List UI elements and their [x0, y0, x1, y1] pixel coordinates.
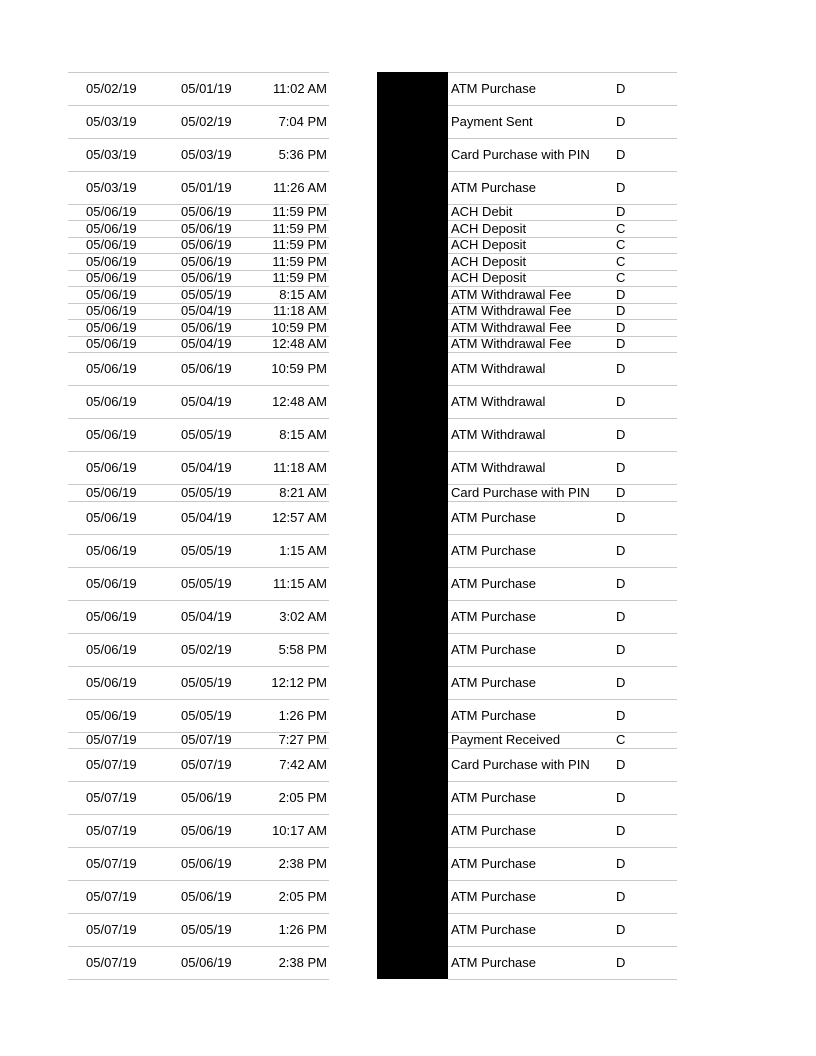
row-divider [68, 979, 329, 980]
transaction-time: 11:59 PM [272, 237, 327, 252]
transaction-time: 1:15 AM [279, 543, 327, 558]
transaction-date: 05/06/19 [181, 320, 232, 335]
redaction-block [377, 72, 448, 979]
transaction-description: ACH Deposit [451, 221, 527, 236]
transaction-description: ATM Purchase [451, 708, 537, 723]
transaction-date: 05/06/19 [181, 204, 232, 219]
row-divider [448, 748, 677, 749]
transaction-time: 1:26 PM [278, 922, 327, 937]
transaction-date: 05/07/19 [181, 732, 232, 747]
transaction-date: 05/05/19 [181, 675, 232, 690]
transaction-time: 10:59 PM [271, 361, 327, 376]
row-divider [448, 72, 677, 73]
row-divider [68, 748, 329, 749]
transaction-time: 2:38 PM [278, 955, 327, 970]
transaction-description: ATM Withdrawal [451, 460, 546, 475]
transaction-type: D [616, 576, 626, 591]
row-divider [448, 880, 677, 881]
transaction-type: C [616, 221, 626, 236]
row-divider [448, 666, 677, 667]
transaction-date: 05/06/19 [181, 270, 232, 285]
row-divider [448, 633, 677, 634]
transaction-type: D [616, 320, 626, 335]
transaction-time: 8:21 AM [279, 485, 327, 500]
transaction-type: D [616, 485, 626, 500]
transaction-date: 05/01/19 [181, 180, 232, 195]
posted-date: 05/06/19 [86, 320, 137, 335]
posted-date: 05/02/19 [86, 81, 137, 96]
transaction-time: 11:15 AM [273, 576, 327, 591]
transaction-date: 05/07/19 [181, 757, 232, 772]
transaction-date: 05/05/19 [181, 485, 232, 500]
transaction-type: D [616, 823, 626, 838]
transaction-type: D [616, 889, 626, 904]
transaction-time: 11:59 PM [272, 221, 327, 236]
row-divider [68, 666, 329, 667]
transaction-description: ATM Purchase [451, 675, 537, 690]
posted-date: 05/07/19 [86, 922, 137, 937]
transaction-type: D [616, 922, 626, 937]
row-divider [68, 138, 329, 139]
transaction-type: C [616, 254, 626, 269]
posted-date: 05/07/19 [86, 955, 137, 970]
row-divider [68, 418, 329, 419]
row-divider [68, 814, 329, 815]
transaction-time: 8:15 AM [279, 287, 327, 302]
row-divider [68, 171, 329, 172]
transaction-time: 7:04 PM [278, 114, 327, 129]
row-divider [68, 72, 329, 73]
posted-date: 05/06/19 [86, 576, 137, 591]
transaction-description: ATM Purchase [451, 790, 537, 805]
row-divider [448, 913, 677, 914]
posted-date: 05/06/19 [86, 642, 137, 657]
transaction-type: D [616, 81, 626, 96]
posted-date: 05/06/19 [86, 394, 137, 409]
transaction-description: ATM Purchase [451, 922, 537, 937]
row-divider [448, 501, 677, 502]
transaction-date: 05/06/19 [181, 254, 232, 269]
transaction-date: 05/05/19 [181, 922, 232, 937]
transaction-description: ATM Purchase [451, 81, 537, 96]
posted-date: 05/07/19 [86, 856, 137, 871]
transaction-description: Card Purchase with PIN [451, 757, 590, 772]
row-divider [68, 501, 329, 502]
transaction-type: D [616, 856, 626, 871]
row-divider [448, 814, 677, 815]
transaction-date: 05/04/19 [181, 303, 232, 318]
transaction-date: 05/04/19 [181, 609, 232, 624]
transaction-date: 05/05/19 [181, 708, 232, 723]
row-divider [68, 781, 329, 782]
transaction-description: Card Purchase with PIN [451, 485, 590, 500]
transaction-time: 8:15 AM [279, 427, 327, 442]
transaction-description: ACH Deposit [451, 270, 527, 285]
posted-date: 05/07/19 [86, 732, 137, 747]
transaction-date: 05/05/19 [181, 576, 232, 591]
transaction-description: ATM Purchase [451, 609, 537, 624]
transaction-time: 7:27 PM [278, 732, 327, 747]
row-divider [68, 385, 329, 386]
transaction-date: 05/06/19 [181, 790, 232, 805]
transaction-description: ATM Purchase [451, 543, 537, 558]
transaction-time: 7:42 AM [279, 757, 327, 772]
transaction-type: D [616, 303, 626, 318]
posted-date: 05/06/19 [86, 609, 137, 624]
transaction-date: 05/04/19 [181, 460, 232, 475]
posted-date: 05/03/19 [86, 114, 137, 129]
posted-date: 05/06/19 [86, 675, 137, 690]
posted-date: 05/06/19 [86, 485, 137, 500]
posted-date: 05/07/19 [86, 790, 137, 805]
transaction-date: 05/05/19 [181, 543, 232, 558]
transaction-time: 2:05 PM [278, 790, 327, 805]
row-divider [68, 451, 329, 452]
transaction-type: C [616, 732, 626, 747]
row-divider [448, 567, 677, 568]
transaction-time: 11:26 AM [273, 180, 327, 195]
transaction-type: D [616, 361, 626, 376]
transaction-time: 10:59 PM [271, 320, 327, 335]
transaction-date: 05/06/19 [181, 361, 232, 376]
transaction-date: 05/06/19 [181, 823, 232, 838]
transaction-time: 10:17 AM [272, 823, 327, 838]
transaction-time: 11:02 AM [273, 81, 327, 96]
transaction-type: D [616, 757, 626, 772]
posted-date: 05/06/19 [86, 510, 137, 525]
posted-date: 05/03/19 [86, 147, 137, 162]
transaction-type: D [616, 147, 626, 162]
row-divider [448, 171, 677, 172]
transaction-description: ATM Purchase [451, 510, 537, 525]
row-divider [448, 781, 677, 782]
transaction-description: ATM Purchase [451, 889, 537, 904]
transaction-date: 05/01/19 [181, 81, 232, 96]
transaction-type: D [616, 460, 626, 475]
transaction-type: C [616, 237, 626, 252]
transaction-description: ACH Deposit [451, 237, 527, 252]
row-divider [448, 847, 677, 848]
transaction-time: 2:38 PM [278, 856, 327, 871]
transaction-time: 12:48 AM [272, 336, 327, 351]
row-divider [68, 105, 329, 106]
row-divider [448, 534, 677, 535]
posted-date: 05/06/19 [86, 270, 137, 285]
posted-date: 05/06/19 [86, 221, 137, 236]
transaction-date: 05/05/19 [181, 287, 232, 302]
transaction-time: 11:59 PM [272, 254, 327, 269]
row-divider [68, 946, 329, 947]
transaction-description: ATM Withdrawal Fee [451, 336, 572, 351]
transaction-type: D [616, 642, 626, 657]
transaction-description: Payment Received [451, 732, 561, 747]
row-divider [448, 352, 677, 353]
posted-date: 05/06/19 [86, 287, 137, 302]
posted-date: 05/06/19 [86, 336, 137, 351]
transaction-type: D [616, 675, 626, 690]
row-divider [68, 352, 329, 353]
transaction-type: D [616, 510, 626, 525]
posted-date: 05/06/19 [86, 427, 137, 442]
transaction-time: 12:48 AM [272, 394, 327, 409]
transaction-date: 05/02/19 [181, 114, 232, 129]
transaction-time: 5:36 PM [278, 147, 327, 162]
row-divider [448, 451, 677, 452]
transaction-description: ATM Purchase [451, 180, 537, 195]
transaction-description: ATM Withdrawal [451, 394, 546, 409]
posted-date: 05/07/19 [86, 889, 137, 904]
transaction-description: ATM Withdrawal Fee [451, 287, 572, 302]
posted-date: 05/06/19 [86, 204, 137, 219]
row-divider [448, 418, 677, 419]
transaction-type: D [616, 287, 626, 302]
transaction-time: 11:18 AM [273, 303, 327, 318]
transaction-description: ATM Purchase [451, 642, 537, 657]
row-divider [448, 979, 677, 980]
transaction-type: D [616, 427, 626, 442]
row-divider [68, 847, 329, 848]
transaction-type: D [616, 790, 626, 805]
transaction-time: 5:58 PM [278, 642, 327, 657]
transaction-description: ATM Withdrawal Fee [451, 320, 572, 335]
transaction-time: 11:18 AM [273, 460, 327, 475]
transaction-description: ATM Purchase [451, 823, 537, 838]
posted-date: 05/07/19 [86, 823, 137, 838]
transaction-description: ATM Purchase [451, 576, 537, 591]
row-divider [68, 567, 329, 568]
posted-date: 05/03/19 [86, 180, 137, 195]
transaction-type: D [616, 543, 626, 558]
transaction-type: D [616, 336, 626, 351]
transaction-date: 05/03/19 [181, 147, 232, 162]
transaction-description: ATM Withdrawal [451, 361, 546, 376]
transaction-date: 05/04/19 [181, 336, 232, 351]
transaction-description: Card Purchase with PIN [451, 147, 590, 162]
transaction-type: D [616, 955, 626, 970]
row-divider [68, 534, 329, 535]
row-divider [68, 699, 329, 700]
transaction-type: D [616, 180, 626, 195]
transaction-description: ACH Debit [451, 204, 513, 219]
transaction-description: ATM Withdrawal Fee [451, 303, 572, 318]
transaction-type: C [616, 270, 626, 285]
transaction-description: ATM Withdrawal [451, 427, 546, 442]
transaction-type: D [616, 708, 626, 723]
row-divider [448, 385, 677, 386]
transaction-date: 05/06/19 [181, 889, 232, 904]
transaction-description: ACH Deposit [451, 254, 527, 269]
row-divider [448, 699, 677, 700]
row-divider [448, 105, 677, 106]
transaction-type: D [616, 609, 626, 624]
transaction-date: 05/06/19 [181, 856, 232, 871]
posted-date: 05/06/19 [86, 460, 137, 475]
posted-date: 05/06/19 [86, 237, 137, 252]
transaction-date: 05/06/19 [181, 221, 232, 236]
posted-date: 05/06/19 [86, 254, 137, 269]
row-divider [448, 138, 677, 139]
transaction-time: 2:05 PM [278, 889, 327, 904]
posted-date: 05/06/19 [86, 708, 137, 723]
transaction-type: D [616, 394, 626, 409]
transaction-date: 05/05/19 [181, 427, 232, 442]
row-divider [68, 913, 329, 914]
posted-date: 05/06/19 [86, 303, 137, 318]
transaction-time: 12:12 PM [271, 675, 327, 690]
transaction-type: D [616, 114, 626, 129]
transaction-description: Payment Sent [451, 114, 533, 129]
posted-date: 05/06/19 [86, 361, 137, 376]
transaction-date: 05/02/19 [181, 642, 232, 657]
transaction-type: D [616, 204, 626, 219]
row-divider [448, 946, 677, 947]
row-divider [68, 633, 329, 634]
posted-date: 05/06/19 [86, 543, 137, 558]
transaction-description: ATM Purchase [451, 955, 537, 970]
transaction-time: 11:59 PM [272, 270, 327, 285]
transaction-time: 12:57 AM [272, 510, 327, 525]
transaction-date: 05/04/19 [181, 394, 232, 409]
transaction-time: 11:59 PM [272, 204, 327, 219]
row-divider [68, 880, 329, 881]
transaction-date: 05/04/19 [181, 510, 232, 525]
row-divider [448, 600, 677, 601]
posted-date: 05/07/19 [86, 757, 137, 772]
row-divider [68, 600, 329, 601]
transaction-time: 3:02 AM [279, 609, 327, 624]
transaction-date: 05/06/19 [181, 237, 232, 252]
transaction-date: 05/06/19 [181, 955, 232, 970]
transaction-description: ATM Purchase [451, 856, 537, 871]
transaction-time: 1:26 PM [278, 708, 327, 723]
